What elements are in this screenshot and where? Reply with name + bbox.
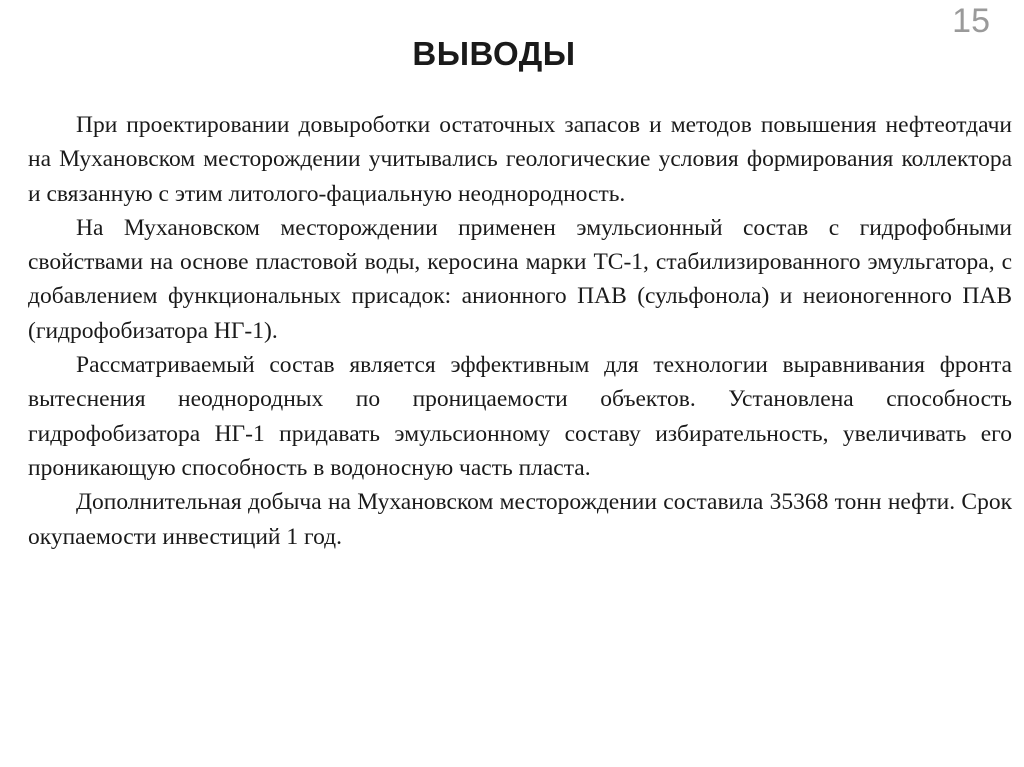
slide-title: ВЫВОДЫ (412, 35, 576, 72)
paragraph: При проектировании довыроботки остаточных запасов и методов повышения нефтеотдачи на Мухановском месторождении учитывались геологические условия формирования коллектора и связанную с этим литолого-фациальную неоднородность. (28, 112, 1012, 207)
paragraph: На Мухановском месторождении применен эмульсионный состав с гидрофобными свойствами на основе пластовой воды, керосина марки ТС-1, стабилизированного эмульгатора, с добавлением функциональных присадок: анионного ПАВ (сульфонола) и неионогенного ПАВ (гидрофобизатора НГ-1). (28, 214, 1012, 344)
paragraph: Рассматриваемый состав является эффективным для технологии выравнивания фронта вытеснения неоднородных по проницаемости объектов. Установлена способность гидрофобизатора НГ-1 придавать эмульсионному составу избирательность, увеличивать его проникающую способность в водоносную часть пласта. (28, 352, 1012, 481)
conclusions-body (28, 108, 1012, 554)
page-number: 15 (952, 2, 990, 40)
paragraph: Дополнительная добыча на Мухановском месторождении составила 35368 тонн нефти. Срок окупаемости инвестиций 1 год. (28, 489, 1012, 550)
